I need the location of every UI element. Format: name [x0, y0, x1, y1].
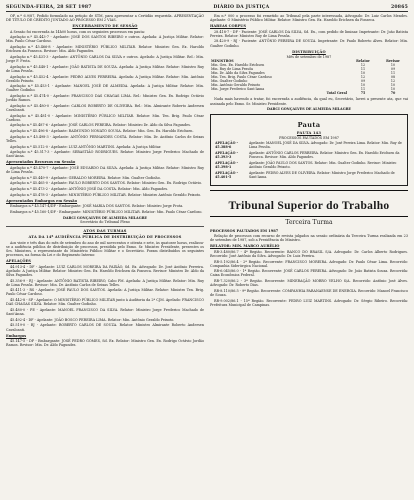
signature-role: Secretário do Tribunal Pleno — [80, 220, 130, 225]
left-section-title-3: Apresentados Embargos em Sessão — [6, 198, 78, 203]
distribution-total-value: 75 — [360, 90, 366, 95]
case-entry: Apelação n.º 45.480-0 - Apelante: CARLOS ROBERTO DE OLIVEIRA. Rel.: Min. Almirante Roberto Andersen Cavalcanti. — [6, 103, 204, 112]
case-entry: 45.356-9 - RJ - Apelante: ANTÔNIO BATISTA RIBEIRO, Cabo PM. Apelada: A Justiça Militar. Relator: Min. Ruy de Lima Pessôa. Revisor: Min. Dr. Antônio Carlos de Seixas Telles. — [6, 278, 204, 287]
case-entry: RR-6.045/86.0 - 1ª Região. Recorrente: JOSÉ CARLOS PEREIRA. Advogado: Dr. João Batista Souza. Recorrida: Caixa Econômica Federal. — [210, 269, 408, 278]
case-entry: Apelação n.º 45.465-0 - Apelante: PAULO ROBERTO DOS SANTOS. Relator: Ministro Gen. Ex. Rodrigo Octávio. — [10, 181, 203, 186]
case-entry: 44.913-4 - DF - Apelante: LUIZ CARLOS MOREIRA DA PAIXÃO, Sd. Ex. Advogado: Dr. José Antônio Ferreira. Apelado: A Justiça Militar. Relator: Ministro Gen. Ex. Haroldo Erichsen da Fonseca. Revisor: Ministro Dr. Aldo da Silva Fagundes. — [6, 264, 204, 277]
case-entry: 45.480-0 - PE - Apelante: MANOEL FRANCISCO DA SILVA. Relator: Ministro Jorge Frederico Machado de Sant'Anna. — [6, 307, 204, 317]
tst-intro-title: PROCESSOS PAUTADOS EM 1987 — [210, 228, 279, 233]
distribution-cell: Min. Ruy de Lima Pessôa — [211, 67, 254, 72]
case-entry: RR-8.110/86.5 - 9ª Região. Recorrente: COMPANHIA PARANAENSE DE ENERGIA. Recorrido: Manoel Francisco de Souza. — [210, 288, 408, 298]
distribution-cell: 12 — [360, 74, 366, 79]
case-entry: RR-5.192/86.4 - 2ª Região. Recorrente: FRANCISCO MOREIRA. Advogado: Dr. Paulo César Lima. Recorrido: Companhia Siderúrgica Nacional. — [210, 259, 408, 268]
distribution-cell: 09 — [390, 67, 396, 72]
right-closing-text: Nada mais havendo a tratar, foi encerrada a audiência, da qual eu, Secretário, lavrei a presente ata, que vai assinada pelo Exmo. Sr. Ministro Presidente. — [210, 97, 408, 106]
right-section-text-2: Mês de setembro de 1987 — [286, 55, 332, 60]
distribution-cell: 10 — [390, 86, 396, 91]
distribution-cell: 11 — [360, 86, 366, 91]
pauta-subtitle: PAUTA 143 — [296, 131, 322, 136]
left-section-title-2: Apresentados Recursos em Sessão — [6, 160, 76, 165]
distribution-total-label: Total Geral — [326, 90, 347, 95]
distribution-total-row — [210, 92, 408, 96]
distribution-header-cell: Revisor — [386, 59, 400, 64]
case-entry: Apelação n.º 45.470-7 - Apelante: JOSÉ EDUARDO DA SILVA. Apelada: A Justiça Militar. Relator: Ministro Ruy de Lima Pessôa. — [6, 165, 204, 175]
case-entry: Apelação n.º 45.449-9 - Apelante: GERALDO MOREIRA. Relator: Min. Gualter Godinho. — [10, 175, 161, 180]
pauta-subtitle-2: PROCESSOS PAUTADOS EM 1987 — [279, 136, 339, 141]
distribution-cell: Min. Gualter Godinho — [211, 78, 248, 83]
pauta-box — [210, 114, 408, 185]
case-entry: Apelação n.º 45.473-2 - Apelante: ANTÔNIO JOSÉ DA COSTA. Relator: Min. Aldo Fagundes. — [10, 187, 169, 192]
pauta-entry-number: APELAÇÃO - 45.401-5 — [215, 170, 238, 179]
page-header — [6, 5, 408, 12]
left-section-title-1: ENCERRAMENTO DE SESSÃO — [72, 24, 138, 29]
distribution-cell: 10 — [360, 70, 366, 75]
distribution-cell: 09 — [360, 78, 366, 83]
case-entry: 45.519-0 - RJ - Apelante: ROBERTO CARLOS DE SOUZA. Relator: Ministro Almirante Roberto Andersen Cavalcanti. — [6, 323, 204, 332]
pauta-entry-number: APELAÇÃO - 45.393-3 — [215, 151, 238, 160]
case-entry: Apelação n.º 45.496-8 - Apelante: RAIMUNDO NONATO SOUSA. Relator: Min. Gen. Ex. Haroldo Erichsen. — [10, 129, 194, 134]
case-entry: Apelação n.º 45.453-1 - Apelante: MANOEL JOSÉ DE ALMEIDA. Apelada: A Justiça Militar. Relator: Min. Gualter Godinho. — [6, 84, 204, 93]
right-column — [210, 14, 408, 349]
distribution-table-body — [210, 64, 408, 91]
distribution-cell: Min. Gen. Ex. Haroldo Erichsen — [211, 63, 265, 68]
divider — [6, 226, 204, 227]
case-entry: Apelação n.º 45.431-3 - Apelante: ANTÔNIO CARLOS DA SILVA e outros. Apelado: A Justiça Militar. Rel.: Min. Jorge F. Frota. — [6, 54, 204, 64]
right-intro: Em n.º 000 o processo foi remetido ao Tribunal pela parte interessada, Advogado: Dr. Luiz Carlos Mendes. Apelante: O Ministério Público Militar. Relator: Ministro Gen. Ex. Haroldo Erichsen da Fonseca. — [210, 14, 408, 23]
pauta-list — [215, 142, 403, 179]
distribution-header-cell: Relator — [356, 59, 370, 64]
distribution-table — [210, 60, 408, 95]
pauta-entry-number: APELAÇÃO - 45.388-6 — [215, 141, 238, 150]
right-section-list-1 — [210, 30, 408, 48]
case-entry: Apelação n.º 45.517-3 - Apelante: SEBASTIÃO RODRIGUES. Relator: Ministro Jorge Frederico Machado de Sant'Anna. — [6, 150, 204, 159]
pauta-entry-text: Apelante: JOÃO PAULO DOS SANTOS. Relator: Min. Gualter Godinho. Revisor: Ministro Antônio Geraldo Peixoto. — [249, 161, 397, 169]
case-entry: Apelação n.º 45.487-6 - Apelante: JOSÉ CARLOS PEREIRA. Relator: Ministro Dr. Aldo da Silva Fagundes. — [10, 123, 191, 128]
distribution-cell: 10 — [390, 82, 396, 87]
header-page-number: 20865 — [391, 5, 408, 10]
left-column — [6, 14, 204, 349]
pauta-title: Pauta — [297, 121, 321, 130]
case-entry: Apelação n.º 45.474-0 - Apelante: FRANCISCO DAS CHAGAS LIMA. Rel.: Ministro Gen. Ex. Rodrigo Octávio Jordão Ramos. — [6, 94, 204, 103]
left-intro: OF. n.º 6.9/87, Pedido formulado na petição de STM, para apresentar a Certidão requerida. APRESENTAÇÃO DE TÍTULO DE CRÉDITO JUNTADO AO PROCESSO EM 2 VIAS. — [6, 14, 204, 23]
right-section-title-1: HABEAS CORPUS — [210, 24, 247, 29]
left-section-text-4: Aos vinte e três dias do mês de setembro do ano de mil novecentos e oitenta e sete, às quatorze horas, realizou-se a audiência pública de distribuição de processos, presidida pelo Exmo. Sr. Ministro Presidente, presentes os Srs. Ministros, o representante do Ministério Público Militar e o Secretário. Foram distribuídos os seguintes processos, na forma da Lei e do Regimento Interno: — [6, 240, 204, 258]
right-signature: DARCI GONÇALVES DE ALMEIDA MILAGRE — [266, 107, 351, 112]
left-section-list-5 — [6, 265, 204, 332]
tst-banner-title: Tribunal Superior do Trabalho — [228, 199, 390, 212]
left-section-title-6: Embargos — [6, 333, 27, 338]
pauta-entry — [215, 162, 403, 170]
distribution-cell: 12 — [390, 78, 396, 83]
tst-list — [210, 250, 408, 307]
distribution-cell: Min. Antônio Geraldo Peixoto — [211, 82, 261, 87]
distribution-cell: Min. Jorge Frederico Sant'Anna — [211, 86, 265, 91]
left-section-list-2 — [6, 166, 204, 197]
case-entry: RR-3.480/86.7 - 4ª Região. Recorrente: BANCO DO BRASIL S/A. Advogado: Dr. Carlos Alberto Rodrigues. Recorrido: José Antônio da Silva. Advogado: Dr. Luiz Pereira. — [210, 249, 408, 258]
signature-name: DARCI GONÇALVES DE ALMEIDA MILAGRE — [62, 216, 147, 221]
distribution-header-cell: MINISTROS — [211, 59, 234, 64]
case-entry: 28.420-9 - RJ - Paciente: ANTÔNIO PEREIRA DE SOUZA. Impetrante: Dr. Paulo Roberto Alves. Relator: Min. Gualter Godinho. — [210, 39, 408, 48]
left-section-list-6 — [6, 339, 204, 347]
tst-subtitle: RELATOR: MIN. MARCO AURÉLIO — [210, 244, 280, 249]
case-entry: Apelação n.º 45.466-8 - Apelante: MINISTÉRIO PÚBLICO MILITAR. Relator: Ministro Gen. Ex. Haroldo Erichsen da Fonseca. Revisor: Min. Aldo Fagundes. — [6, 45, 204, 54]
pauta-entry — [215, 172, 403, 180]
case-entry: Apelação n.º 45.512-0 - Apelante: LUIZ ANTÔNIO MARTINS. Apelada: A Justiça Militar. — [10, 144, 162, 149]
case-entry: 45.411-3 - RS - Apelante: JOSÉ PAULO DOS SANTOS. Apelada: A Justiça Militar. Relator: Ministro Ten. Brig. Paulo César Cardoso. — [6, 288, 204, 297]
case-entry: RR-7.320/86.2 - 3ª Região. Recorrente: MINERAÇÃO MORRO VELHO S/A. Recorrido: Antônio José Alves. Advogado: Dr. Roberto Dias. — [210, 279, 408, 288]
left-section-title-5: APELAÇÕES — [6, 259, 31, 264]
header-date: SEGUNDA-FEIRA, 28 SET 1987 — [6, 5, 92, 10]
case-entry: 28.418-7 - DF - Paciente: JOSÉ CARLOS DA SILVA, Sd. Ex., com pedido de liminar. Impetrante: Dr. João Batista Pereira. Relator: Ministro Ruy de Lima Pessôa. — [210, 29, 408, 38]
case-entry: Apelação n.º 45.478-3 - Apelante: MINISTÉRIO PÚBLICO MILITAR. Relator: Ministro Antônio Geraldo Peixoto. — [10, 192, 202, 197]
left-section-list-3 — [6, 204, 204, 214]
columns — [6, 14, 408, 349]
case-entry: Embargos n.º 45.147-4/DF - Embargante: JOSÉ MARIA DOS SANTOS. Relator: Ministro Jorge Frota. — [10, 204, 184, 209]
case-entry: 45.147-5 - DF - Embargante: JOSÉ PEDRO GOMES, Sd. Ex. Relator: Ministro Gen. Ex. Rodrigo Octávio Jordão Ramos. Revisor: Min. Dr. Aldo Fagundes. — [6, 339, 204, 348]
case-entry: 45.442-8 - SP - Apelante: O MINISTÉRIO PÚBLICO MILITAR junto à Auditoria da 2ª CJM. Apelado: FRANCISCO DAS CHAGAS SILVA. Relator: Min. Gualter Godinho. — [6, 298, 204, 307]
distribution-cell: Min. Ten. Brig. Paulo César Cardoso — [211, 74, 272, 79]
case-entry: Apelação n.º 45.448-1 - Apelante: JOÃO BATISTA DE SOUZA. Apelada: A Justiça Militar. Relator: Ministro Ruy de Lima Pessôa. — [6, 64, 204, 73]
left-section-subtitle-4: ATA DA 14ª AUDIÊNCIA PÚBLICA DE DISTRIBUIÇÃO DE PROCESSOS — [28, 235, 182, 240]
distribution-cell: 10 — [390, 63, 396, 68]
left-section-list-1 — [6, 35, 204, 158]
distribution-cell: 11 — [390, 70, 396, 75]
case-entry: Apelação n.º 45.452-4 - Apelante: PEDRO ALVES FERREIRA. Apelada: A Justiça Militar. Relator: Min. Antônio Geraldo Peixoto. — [6, 74, 204, 83]
turma-title: Terceira Turma — [285, 218, 333, 226]
distribution-cell: Min. Dr. Aldo da Silva Fagundes — [211, 70, 265, 75]
case-entry: Apelação n.º 45.498-3 - Apelante: ANTÔNIO FERNANDES COSTA. Relator: Min. Dr. Antônio Carlos de Seixas Telles. — [6, 134, 204, 143]
pauta-entry-text: Apelante: PEDRO ALVES DE OLIVEIRA. Relator: Ministro Jorge Frederico Machado de Sant'Anna. — [249, 170, 395, 179]
pauta-entry-text: Apelante: ANTÔNIO CARLOS FERREIRA. Relator: Ministro Gen. Ex. Haroldo Erichsen da Fonseca. Revisor: Min. Aldo Fagundes. — [249, 151, 400, 160]
case-entry: RR-9.002/86.1 - 15ª Região. Recorrente: PEDRO LUIZ MARTINS. Advogado: Dr. Sérgio Ribeiro. Recorrida: Prefeitura Municipal de Campinas. — [210, 298, 408, 307]
case-entry: Embargos n.º 45.160-1/DF - Embargante: MINISTÉRIO PÚBLICO MILITAR. Relator: Min. Paulo César Cardoso. — [10, 210, 203, 215]
pauta-entry — [215, 142, 403, 150]
case-entry: 45.492-4 - DF - Apelante: JOÃO BOSCO PEREIRA LIMA. Relator: Min. Antônio Geraldo Peixoto. — [10, 317, 175, 322]
pauta-entry-number: APELAÇÃO - 45.398-1 — [215, 161, 238, 169]
distribution-cell: 12 — [360, 63, 366, 68]
distribution-cell: 08 — [390, 74, 396, 79]
right-section-title-2: DISTRIBUIÇÃO — [292, 49, 326, 54]
tst-banner — [210, 190, 408, 217]
header-publication: DIÁRIO DA JUSTIÇA — [213, 5, 270, 10]
distribution-total-value: 70 — [390, 90, 396, 95]
pauta-entry-text: Apelante: MANOEL JOSÉ DA SILVA. Advogado: Dr. José Pereira Lima. Relator: Min. Ruy de Lima Pessôa. — [249, 141, 402, 150]
distribution-cell: 10 — [360, 82, 366, 87]
tst-intro-text: Relação de processos com recurso de revista julgados na sessão ordinária da Terceira Turma realizada em 23 de setembro de 1987, sob a Presidência do Ministro. — [210, 234, 408, 243]
left-section-text-1: A Sessão foi encerrada às 14h00 horas, com os seguintes processos em pauta: — [10, 29, 145, 34]
distribution-cell: 11 — [360, 67, 366, 72]
pauta-entry — [215, 152, 403, 160]
case-entry: Apelação n.º 45.481-0 - Apelante: MINISTÉRIO PÚBLICO MILITAR. Relator: Min. Ten. Brig. Paulo César Cardoso. — [6, 113, 204, 122]
case-entry: Apelação n.º 45.443-7 - Apelante: JOSÉ DOS SANTOS RIBEIRO e outros. Apelada: A Justiça Militar. Relator: Min. Paulo César Cardoso. — [6, 35, 204, 44]
left-section-title-4: ATOS DAS TURMAS — [83, 229, 127, 234]
